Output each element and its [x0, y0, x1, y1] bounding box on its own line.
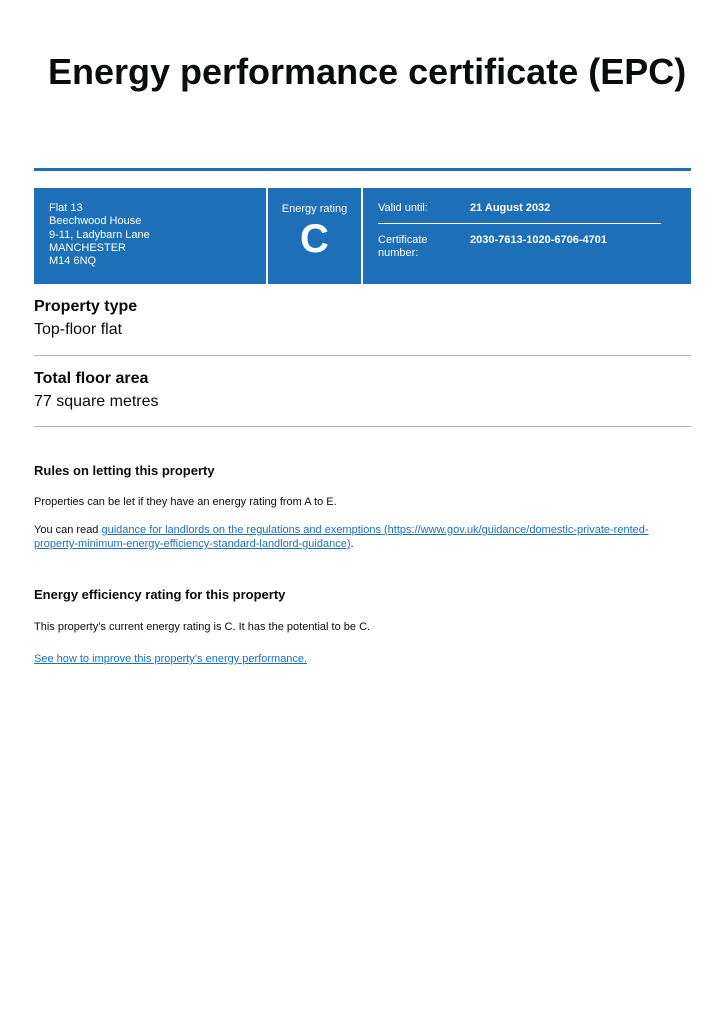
landlord-guidance-paragraph — [34, 523, 684, 551]
address-town: MANCHESTER — [49, 241, 127, 254]
section-divider — [34, 355, 691, 356]
certificate-panel — [363, 188, 691, 284]
efficiency-text: This property’s current energy rating is C. It has the potential to be C. — [34, 621, 371, 633]
property-type-value: Top-floor flat — [34, 321, 123, 338]
floor-area-value: 77 square metres — [34, 393, 159, 410]
address-line-1: Flat 13 — [49, 202, 83, 214]
certificate-number-label: Certificate number: — [378, 234, 428, 259]
property-type-section — [34, 297, 691, 340]
section-divider — [34, 426, 691, 427]
address-line-2: Beechwood House — [49, 215, 142, 228]
address-panel — [34, 188, 268, 284]
letting-heading: Rules on letting this property — [34, 463, 215, 478]
address-postcode: M14 6NQ — [49, 255, 97, 268]
energy-rating-letter: C — [300, 217, 329, 261]
guidance-prefix: You can read — [34, 524, 102, 536]
property-type-heading: Property type — [34, 298, 138, 315]
epc-summary-box — [34, 188, 691, 284]
valid-until-label: Valid until: — [378, 202, 428, 214]
energy-rating-label: Energy rating — [281, 203, 348, 215]
letting-rule-text: Properties can be let if they have an energy rating from A to E. — [34, 496, 337, 508]
floor-area-heading: Total floor area — [34, 370, 149, 387]
address-line-3: 9-11, Ladybarn Lane — [49, 228, 150, 241]
certificate-number-row — [378, 224, 661, 260]
certificate-number-value: 2030-7613-1020-6706-4701 — [470, 234, 608, 246]
page-title: Energy performance certificate (EPC) — [48, 51, 687, 92]
floor-area-section — [34, 369, 691, 412]
valid-until-value: 21 August 2032 — [470, 202, 551, 214]
improve-performance-link[interactable]: See how to improve this property’s energy performance. — [34, 653, 308, 665]
valid-until-row — [378, 202, 661, 224]
efficiency-heading: Energy efficiency rating for this property — [34, 587, 286, 602]
title-divider — [34, 168, 691, 171]
landlord-guidance-link[interactable]: guidance for landlords on the regulations and exemptions (https://www.gov.uk/guidance/domestic-private-rented-property-minimum-energy-efficiency-standard-landlord-guidance) — [34, 524, 649, 550]
guidance-suffix: . — [350, 538, 354, 550]
energy-rating-panel — [268, 188, 363, 284]
improve-paragraph — [34, 652, 684, 666]
